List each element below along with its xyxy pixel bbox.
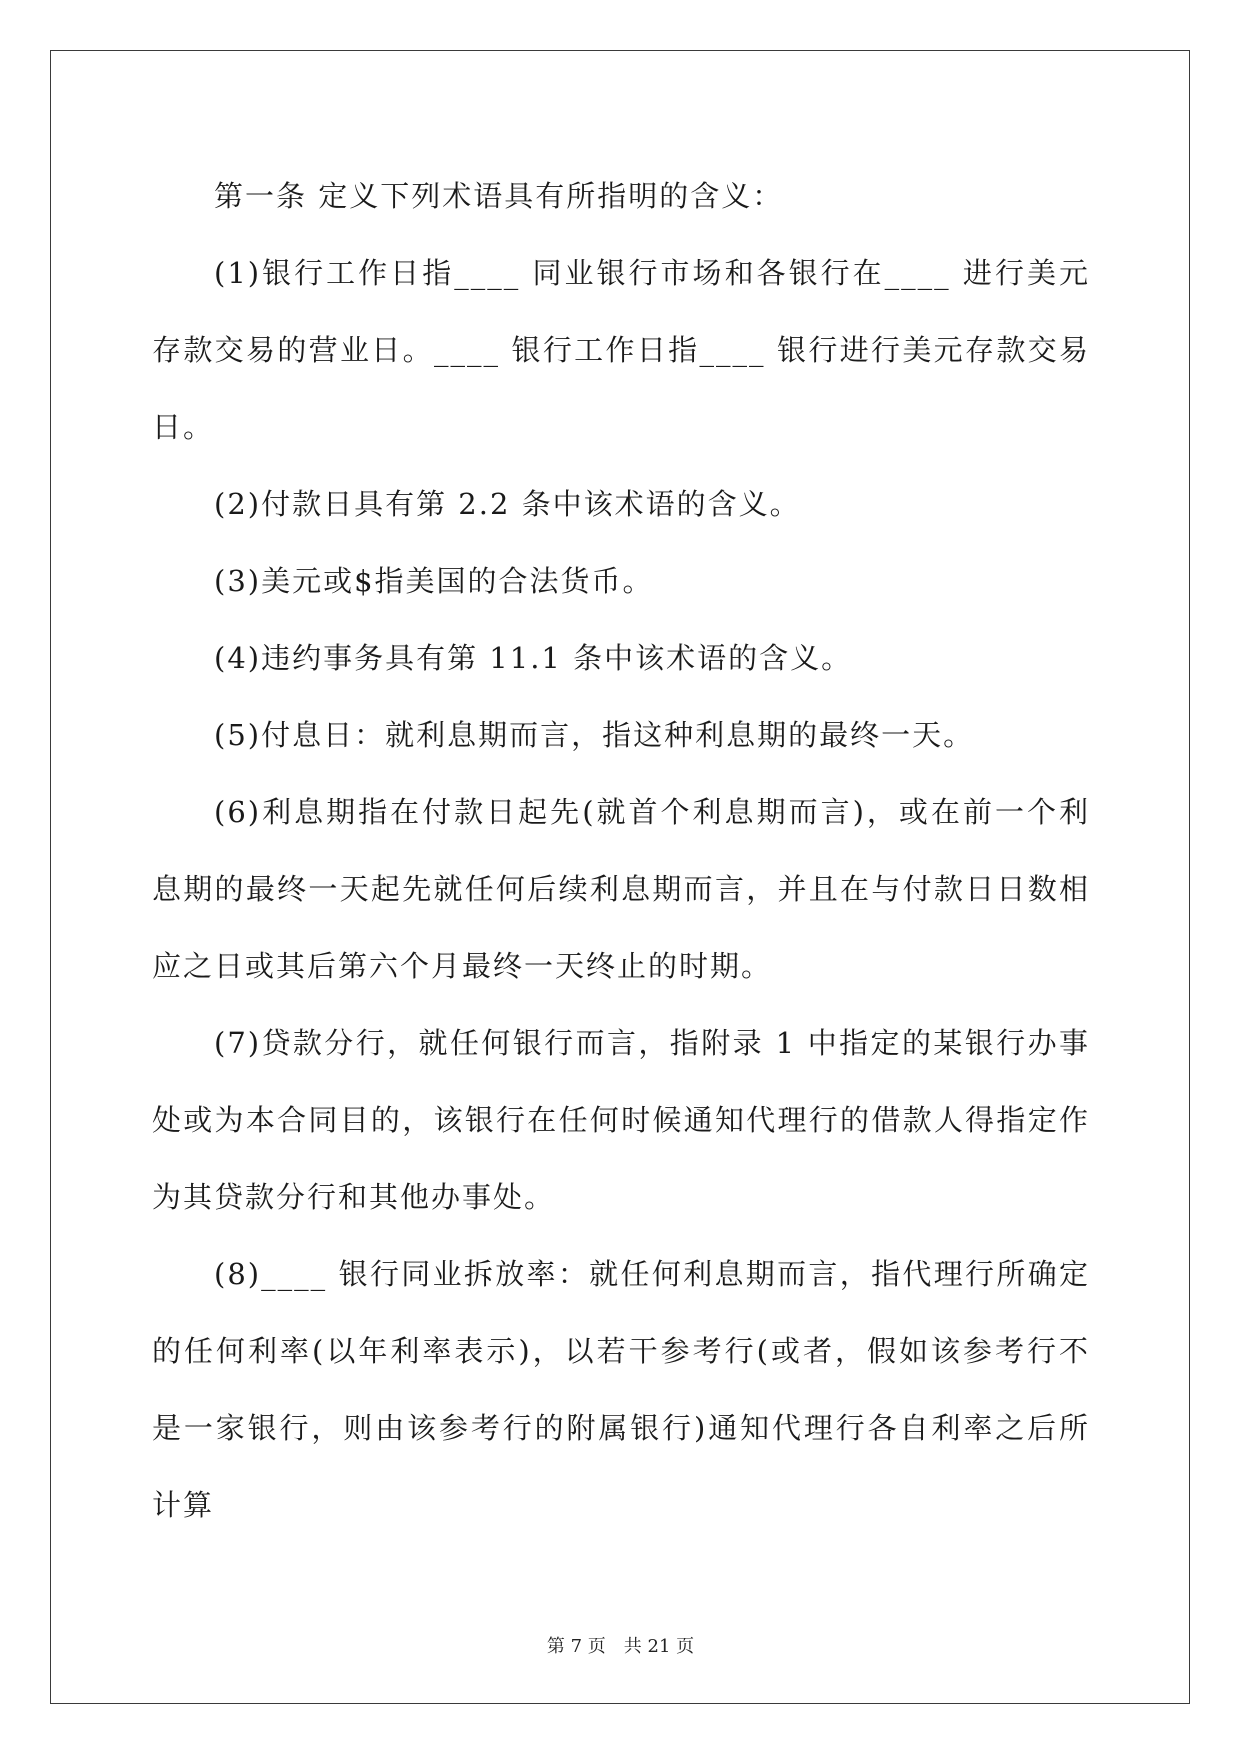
clause-3: (3)美元或$指美国的合法货币。 <box>214 564 654 598</box>
article-heading: 第一条 定义下列术语具有所指明的含义： <box>214 179 784 213</box>
clause-8: (8)____ 银行同业拆放率：就任何利息期而言，指代理行所确定的任何利率(以年利率表示)，以若干参考行(或者，假如该参考行不是一家银行，则由该参考行的附属银行)通知代理行各自利率之后所计算 <box>152 1257 1090 1522</box>
clause-7: (7)贷款分行，就任何银行而言，指附录 1 中指定的某银行办事处或为本合同目的，该银行在任何时候通知代理行的借款人得指定作为其贷款分行和其他办事处。 <box>152 1026 1090 1214</box>
clause-1: (1)银行工作日指____ 同业银行市场和各银行在____ 进行美元存款交易的营业日。____ 银行工作日指____ 银行进行美元存款交易日。 <box>152 256 1090 444</box>
clause-4: (4)违约事务具有第 11.1 条中该术语的含义。 <box>214 641 853 675</box>
clause-2: (2)付款日具有第 2.2 条中该术语的含义。 <box>214 487 801 521</box>
clause-5: (5)付息日：就利息期而言，指这种利息期的最终一天。 <box>214 718 975 752</box>
clause-6: (6)利息期指在付款日起先(就首个利息期而言)，或在前一个利息期的最终一天起先就任何后续利息期而言，并且在与付款日日数相应之日或其后第六个月最终一天终止的时期。 <box>152 795 1090 983</box>
document-body <box>152 158 1090 1544</box>
page-number-footer: 第 7 页 共 21 页 <box>546 1636 695 1657</box>
